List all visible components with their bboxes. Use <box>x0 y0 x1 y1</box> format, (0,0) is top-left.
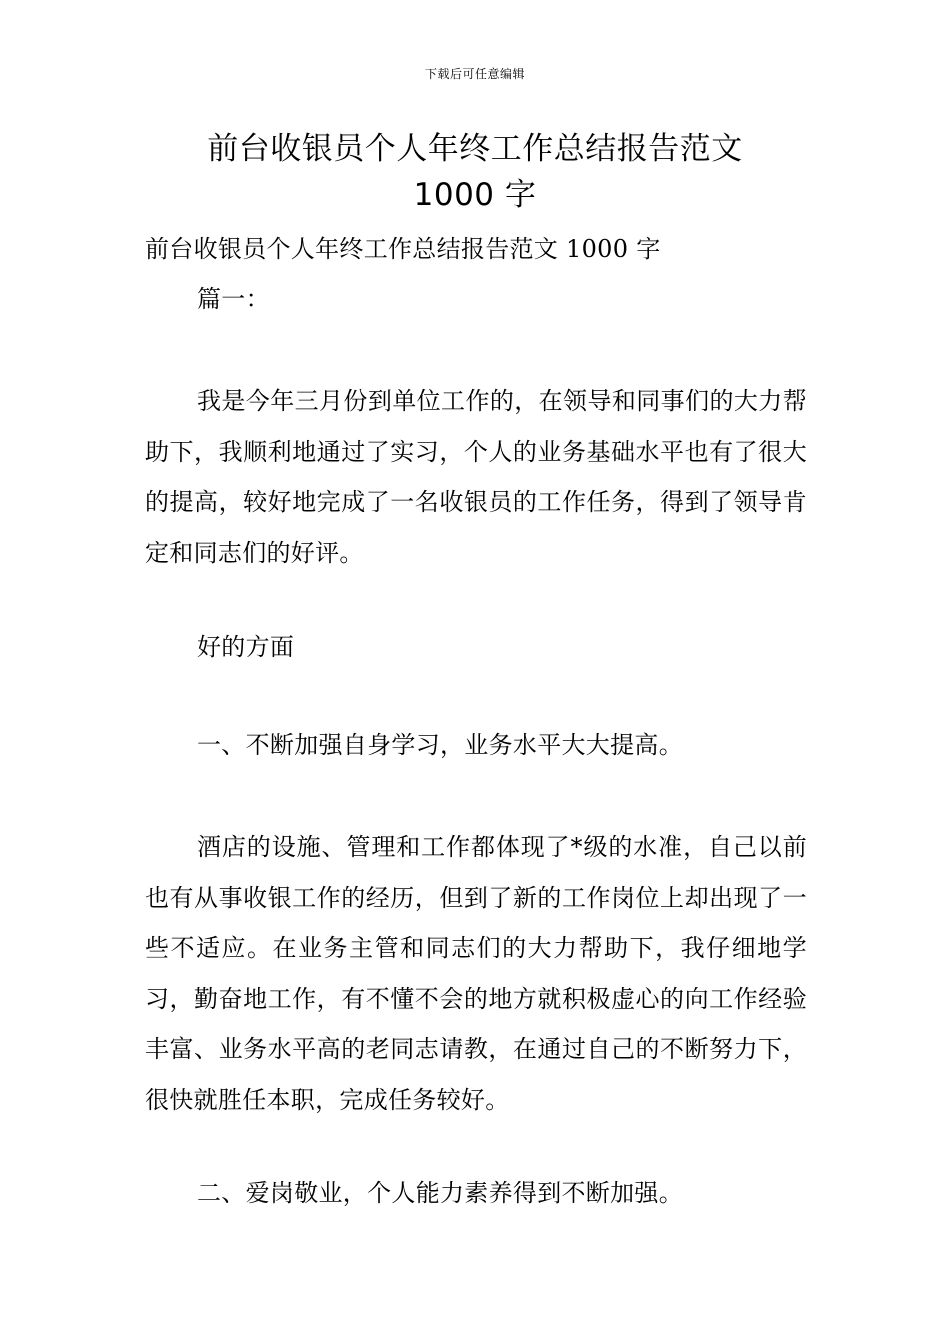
section-heading-item-2: 二、爱岗敬业，个人能力素养得到不断加强。 <box>197 1179 683 1207</box>
paragraph-hotel-work: 酒店的设施、管理和工作都体现了*级的水准，自己以前也有从事收银工作的经历，但到了新的工作岗位上却出现了一些不适应。在业务主管和同志们的大力帮助下，我仔细地学习，勤奋地工作，有不懂不会的地方就积极虚心的向工作经验丰富、业务水平高的老同志请教，在通过自己的不断努力下，很快就胜任本职，完成任务较好。 <box>145 833 807 1114</box>
section-heading-part-one: 篇一： <box>197 285 270 313</box>
document-title <box>60 126 890 218</box>
header-note: 下载后可任意编辑 <box>424 67 525 81</box>
paragraph-intro: 我是今年三月份到单位工作的，在领导和同事们的大力帮助下，我顺利地通过了实习，个人的业务基础水平也有了很大的提高，较好地完成了一名收银员的工作任务，得到了领导肯定和同志们的好评。 <box>145 387 807 567</box>
document-title-line-2: 1000 字 <box>413 177 537 213</box>
section-heading-good-aspects: 好的方面 <box>197 633 295 661</box>
section-heading-item-1: 一、不断加强自身学习，业务水平大大提高。 <box>197 731 683 759</box>
document-subtitle: 前台收银员个人年终工作总结报告范文 1000 字 <box>145 235 661 263</box>
document-title-line-1: 前台收银员个人年终工作总结报告范文 <box>207 131 743 167</box>
